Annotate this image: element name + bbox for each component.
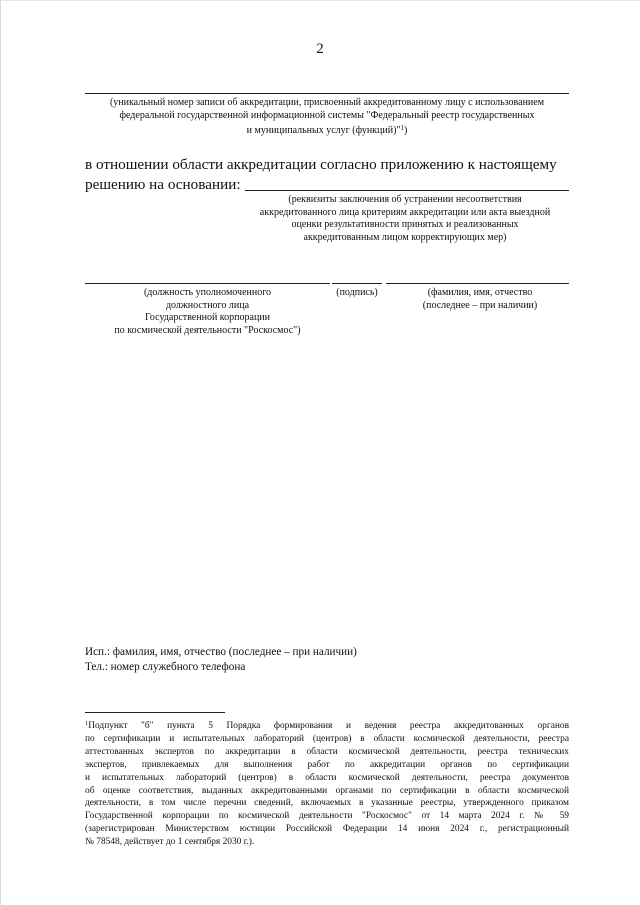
caption-line: (уникальный номер записи об аккредитации, присвоенный аккредитованному лицу с использованием xyxy=(109,97,545,108)
executor-line: Исп.: фамилия, имя, отчество (последнее – при наличии) xyxy=(85,646,357,658)
main-text-line: в отношении области аккредитации согласно приложению к настоящему xyxy=(85,156,557,173)
page-number: 2 xyxy=(316,41,324,57)
footnote-line: (зарегистрирован Министерством юстиции Российской Федерации 14 июня 2024 г., регистрационный xyxy=(85,824,569,835)
footnote-line: аттестованных экспертов по аккредитации в области космической деятельности, реестра технических xyxy=(85,746,569,757)
footnote-line: по сертификации и испытательных лабораторий (центров) в области космической деятельности, реестра xyxy=(85,733,569,744)
caption-line: (должность уполномоченного xyxy=(143,287,272,298)
caption-line xyxy=(85,122,569,138)
name-blank-line xyxy=(386,283,569,284)
phone-line: Тел.: номер служебного телефона xyxy=(85,661,246,673)
accreditation-number-caption xyxy=(85,97,569,138)
footnote xyxy=(85,718,569,849)
caption-line: по космической деятельности "Роскосмос") xyxy=(114,324,301,336)
decision-basis-text xyxy=(85,155,569,195)
contact-block xyxy=(85,645,357,675)
caption-line-text: и муниципальных услуг (функций)" xyxy=(246,125,401,136)
footnote-line: и испытательных лабораторий (центров) в области космической деятельности, реестра документов xyxy=(85,772,569,783)
caption-line: Государственной корпорации xyxy=(144,312,270,323)
signature-blank-line xyxy=(332,283,382,284)
basis-caption xyxy=(240,194,570,244)
caption-line: (реквизиты заключения об устранении несоответствия xyxy=(288,194,522,205)
main-text-line: решению на основании: xyxy=(85,176,241,193)
position-caption xyxy=(85,287,330,337)
basis-blank-line xyxy=(245,190,569,191)
caption-line: (последнее – при наличии) xyxy=(422,299,538,311)
caption-line: (фамилия, имя, отчество xyxy=(427,287,533,298)
caption-line: (подпись) xyxy=(336,287,378,298)
footnote-line: Государственной корпорации по космической деятельности "Роскосмос" от 14 марта 2024 г. № 59 xyxy=(85,811,569,822)
accreditation-number-blank-line xyxy=(85,93,569,94)
footnote-line: № 78548, действует до 1 сентября 2030 г.). xyxy=(85,837,255,848)
caption-line: аккредитованным лицом корректирующих мер) xyxy=(303,231,507,243)
footnote-line: об оценке соответствия, выданных аккредитованными органами по сертификации в области космической xyxy=(85,785,569,796)
caption-line: федеральной государственной информационной системы "Федеральный реестр государственных xyxy=(119,109,535,121)
footnote-mark: 1 xyxy=(85,720,89,727)
footnote-line-text: Подпункт "б" пункта 5 Порядка формирования и ведения реестра аккредитованных органов xyxy=(88,721,569,731)
footnote-line: экспертов, привлекаемых для выполнения работ по аккредитации органов по сертификации xyxy=(85,759,569,770)
footnote-line: деятельности, в том числе перечни сведений, включаемых в указанные реестры, утвержденного приказом xyxy=(85,798,569,809)
footnote-line xyxy=(85,718,569,733)
signature-caption xyxy=(328,287,386,300)
footnote-reference: 1 xyxy=(400,124,404,132)
caption-close: ) xyxy=(404,125,408,136)
footnote-separator xyxy=(85,712,225,713)
caption-line: оценки результативности принятых и реализованных xyxy=(291,219,519,230)
caption-line: должностного лица xyxy=(165,299,250,311)
position-blank-line xyxy=(85,283,330,284)
caption-line: аккредитованного лица критериям аккредитации или акта выездной xyxy=(259,206,551,218)
name-caption xyxy=(390,287,570,312)
